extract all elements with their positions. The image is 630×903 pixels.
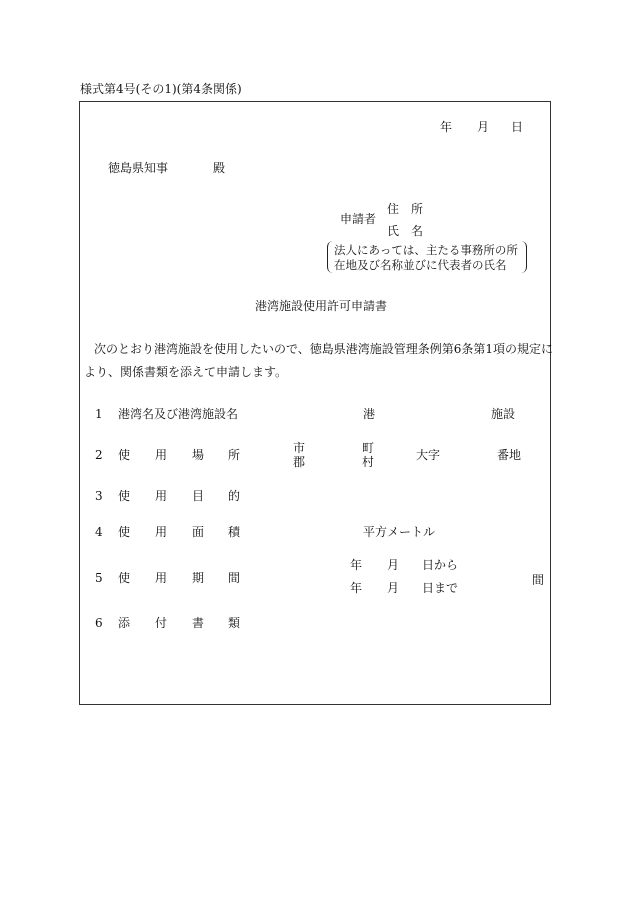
item1-facility: 施設: [491, 407, 516, 421]
item2-label-char1: 使: [118, 448, 131, 462]
item2-oaza: 大字: [416, 448, 441, 462]
item2-label-char4: 所: [228, 448, 241, 462]
date-year: 年: [440, 120, 453, 134]
item5-from-year: 年: [350, 558, 363, 572]
date-month: 月: [477, 120, 490, 134]
applicant-name-label: 氏 名: [387, 224, 424, 238]
item4-label-char1: 使: [118, 525, 131, 539]
item2-label-char3: 場: [192, 448, 205, 462]
item6-label-char4: 類: [228, 616, 241, 630]
application-form-frame: [79, 101, 554, 705]
applicant-address-label: 住 所: [387, 202, 424, 216]
item5-label-char2: 用: [155, 571, 168, 585]
item5-label-char4: 間: [228, 571, 241, 585]
corporate-note-line2: 在地及び名称並びに代表者の氏名: [334, 258, 507, 272]
item2-city: 市: [293, 441, 306, 455]
document-title: 港湾施設使用許可申請書: [255, 299, 388, 313]
item6-label-char1: 添: [118, 616, 131, 630]
body-text-line2: より、関係書類を添えて申請します。: [84, 365, 288, 379]
item6-label-char3: 書: [192, 616, 205, 630]
item5-from-month: 月: [387, 558, 400, 572]
item6-label-char2: 付: [155, 616, 168, 630]
item2-county: 郡: [293, 455, 306, 469]
item3-label-char2: 用: [155, 489, 168, 503]
item4-number: 4: [95, 525, 103, 539]
item4-unit: 平方メートル: [363, 525, 436, 539]
item4-label-char4: 積: [228, 525, 241, 539]
addressee-honorific: 殿: [213, 161, 226, 175]
item5-to-year: 年: [350, 581, 363, 595]
item2-village: 村: [362, 455, 375, 469]
item1-label: 港湾名及び港湾施設名: [118, 407, 239, 421]
item1-number: 1: [95, 407, 103, 421]
item5-to-month: 月: [387, 581, 400, 595]
item5-from-day: 日から: [422, 558, 459, 572]
item3-label-char3: 目: [192, 489, 205, 503]
item4-label-char3: 面: [192, 525, 205, 539]
item1-port: 港: [363, 407, 376, 421]
corporate-note-line1: 法人にあっては、主たる事務所の所: [334, 243, 518, 257]
item5-number: 5: [95, 571, 103, 585]
form-number: 様式第4号(その1)(第4条関係): [80, 82, 242, 96]
item3-number: 3: [95, 489, 103, 503]
item2-banchi: 番地: [497, 448, 522, 462]
item5-label-char3: 期: [192, 571, 205, 585]
item4-label-char2: 用: [155, 525, 168, 539]
item3-label-char1: 使: [118, 489, 131, 503]
item2-number: 2: [95, 448, 103, 462]
item2-label-char2: 用: [155, 448, 168, 462]
item5-label-char1: 使: [118, 571, 131, 585]
item6-number: 6: [95, 616, 103, 630]
item3-label-char4: 的: [228, 489, 241, 503]
date-day: 日: [511, 120, 524, 134]
addressee-governor: 徳島県知事: [108, 161, 169, 175]
item2-town: 町: [362, 441, 375, 455]
applicant-label: 申請者: [340, 212, 377, 226]
item5-to-day: 日まで: [422, 581, 459, 595]
item5-duration: 間: [532, 573, 545, 587]
body-text-line1: 次のとおり港湾施設を使用したいので、徳島県港湾施設管理条例第6条第1項の規定に: [94, 342, 554, 356]
